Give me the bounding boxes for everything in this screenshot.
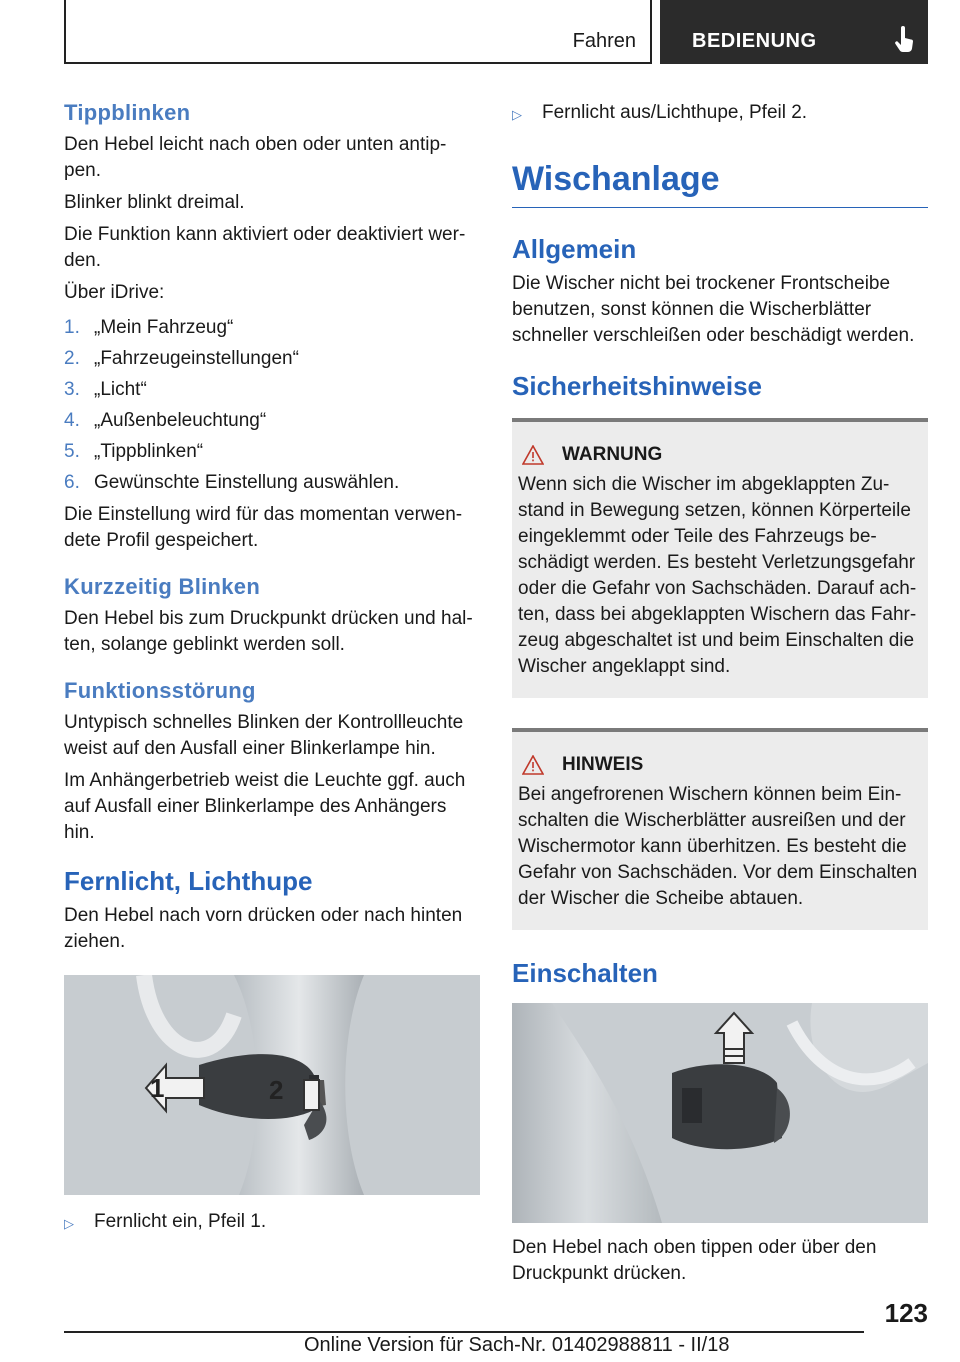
right-column [512, 100, 928, 1293]
heading-wischanlage: Wischanlage [512, 160, 928, 208]
paragraph: Die Funktion kann aktiviert oder deaktiviert wer-den. [64, 224, 466, 271]
paragraph: Den Hebel bis zum Druckpunkt drücken und hal-ten, solange geblinkt werden soll. [64, 608, 473, 655]
section-label: Fahren [572, 30, 636, 52]
paragraph: Den Hebel nach oben tippen oder über den Druckpunkt drücken. [512, 1237, 877, 1284]
section-tab [64, 0, 652, 64]
step-list [64, 312, 480, 498]
step-number: 4. [64, 410, 80, 431]
step-text: „Mein Fahrzeug“ [94, 317, 234, 338]
step-number: 1. [64, 317, 80, 338]
list-item [64, 436, 480, 467]
warning-text: Wenn sich die Wischer im abgeklappten Zu-stand in Bewegung setzen, können Körperteile eingeklemmt oder Teile des Fahrzeugs be-schädigt werden. Es besteht Verletzungsgefahr oder die Gefahr von Sachschäden. Darauf ach-ten, dass bei abgeklappten Wischern das Fahr-zeug abgeschaltet ist und beim Einschalten die Wischer angeklappt sind. [518, 474, 917, 677]
paragraph: Untypisch schnelles Blinken der Kontrollleuchte weist auf den Ausfall einer Blinkerlampe hin. [64, 712, 464, 759]
stalk-illustration [512, 1003, 928, 1223]
warning-title [518, 444, 922, 466]
list-item [64, 467, 480, 498]
list-item [64, 374, 480, 405]
step-text: „Tippblinken“ [94, 441, 204, 462]
heading-kurzzeitig: Kurzzeitig Blinken [64, 574, 261, 599]
page-number: 123 [884, 1298, 928, 1328]
list-item [64, 1209, 480, 1237]
step-text: „Außenbeleuchtung“ [94, 410, 267, 431]
list-item [64, 405, 480, 436]
heading-funktionsstoerung: Funktionsstörung [64, 678, 256, 703]
list-item [64, 312, 480, 343]
stalk-figure-fernlicht [64, 975, 480, 1195]
warning-triangle-icon [522, 445, 544, 465]
step-number: 6. [64, 472, 80, 493]
step-number: 2. [64, 348, 80, 369]
paragraph: Den Hebel leicht nach oben oder unten antip-pen. [64, 134, 447, 181]
heading-einschalten: Einschalten [512, 958, 658, 988]
triangle-bullet-icon: ▷ [512, 107, 522, 122]
paragraph: Die Einstellung wird für das momentan verwen-dete Profil gespeichert. [64, 504, 463, 551]
hint-box [512, 728, 928, 930]
paragraph: Die Wischer nicht bei trockener Frontscheibe benutzen, sonst können die Wischerblätter schneller verschleißen oder beschädigt werden. [512, 273, 915, 346]
step-text: Gewünschte Einstellung auswählen. [94, 472, 400, 493]
hand-pointer-icon [893, 26, 915, 54]
paragraph: Im Anhängerbetrieb weist die Leuchte ggf. auch auf Ausfall einer Blinkerlampe des Anhängers hin. [64, 770, 466, 843]
paragraph: Den Hebel nach vorn drücken oder nach hinten ziehen. [64, 905, 463, 952]
step-number: 3. [64, 379, 80, 400]
bullet-text: Fernlicht ein, Pfeil 1. [94, 1211, 267, 1232]
step-text: „Licht“ [94, 379, 147, 400]
paragraph: Blinker blinkt dreimal. [64, 192, 245, 213]
warning-label: WARNUNG [562, 444, 663, 465]
arrow-label-2: 2 [269, 1075, 284, 1105]
heading-fernlicht: Fernlicht, Lichthupe [64, 866, 313, 896]
triangle-bullet-icon: ▷ [64, 1216, 74, 1231]
list-item [512, 100, 928, 128]
warning-box [512, 418, 928, 698]
bullet-text: Fernlicht aus/Lichthupe, Pfeil 2. [542, 102, 808, 123]
step-text: „Fahrzeugeinstellungen“ [94, 348, 299, 369]
footer-rule [64, 1331, 864, 1333]
warning-triangle-icon [522, 755, 544, 775]
paragraph: Über iDrive: [64, 282, 165, 303]
left-column [64, 100, 480, 1237]
chapter-label: BEDIENUNG [692, 30, 817, 52]
stalk-figure-einschalten [512, 1003, 928, 1223]
chapter-tab [660, 0, 928, 64]
online-version-note: Online Version für Sach-Nr. 01402988811 - II/18 [304, 1334, 730, 1356]
hint-text: Bei angefrorenen Wischern können beim Ein-schalten die Wischerblätter ausreißen und der Wischermotor kann überhitzen. Es besteht die Gefahr von Sachschäden. Vor dem Einschalten der Wischer die Scheibe abtauen. [518, 784, 918, 909]
page-header [64, 0, 928, 64]
heading-tippblinken: Tippblinken [64, 100, 191, 125]
stalk-illustration [64, 975, 480, 1195]
hint-label: HINWEIS [562, 754, 644, 775]
arrow-label-1: 1 [150, 1073, 165, 1103]
heading-allgemein: Allgemein [512, 234, 637, 264]
list-item [64, 343, 480, 374]
heading-sicherheitshinweise: Sicherheitshinweise [512, 371, 762, 401]
step-number: 5. [64, 441, 80, 462]
hint-title [518, 754, 922, 776]
